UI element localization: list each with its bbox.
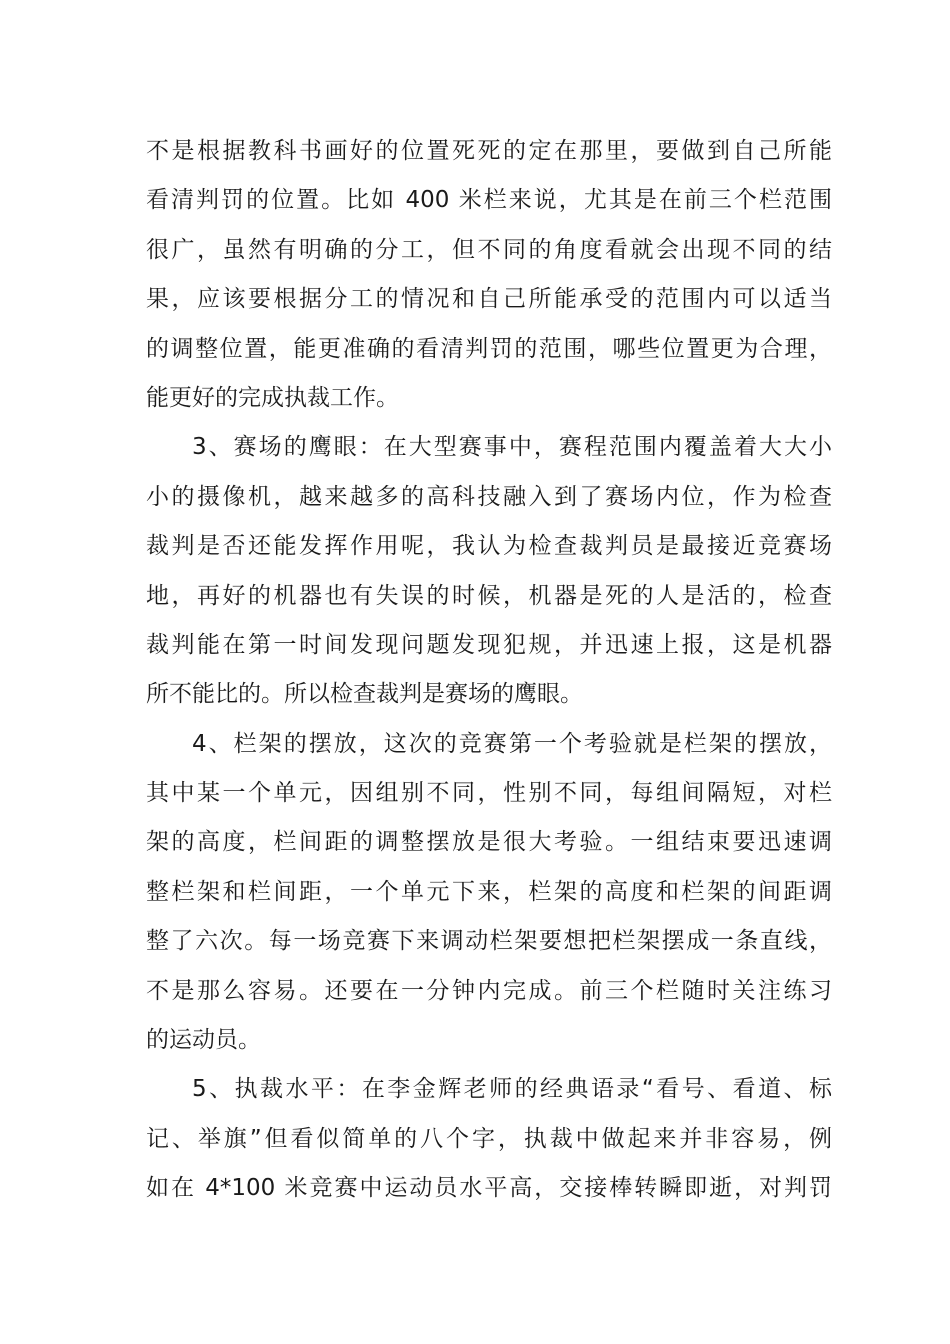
text-line: 小的摄像机，越来越多的高科技融入到了赛场内位，作为检查	[146, 483, 832, 510]
text-line: 的运动员。	[146, 1027, 261, 1054]
text-line: 整栏架和栏间距，一个单元下来，栏架的高度和栏架的间距调	[146, 878, 832, 905]
text-line: 其中某一个单元，因组别不同，性别不同，每组间隔短，对栏	[146, 780, 832, 807]
text-line: 如在 4*100 米竞赛中运动员水平高，交接棒转瞬即逝，对判罚	[146, 1175, 832, 1202]
text-line: 果，应该要根据分工的情况和自己所能承受的范围内可以适当	[146, 286, 832, 313]
text-line: 地，再好的机器也有失误的时候，机器是死的人是活的，检查	[146, 582, 832, 609]
text-line: 的调整位置，能更准确的看清判罚的范围，哪些位置更为合理，	[146, 335, 832, 362]
text-line: 所不能比的。所以检查裁判是赛场的鹰眼。	[146, 681, 583, 708]
text-line: 裁判是否还能发挥作用呢，我认为检查裁判员是最接近竞赛场	[146, 533, 832, 560]
text-line: 4、栏架的摆放，这次的竞赛第一个考验就是栏架的摆放，	[192, 730, 832, 757]
text-line: 5、执裁水平：在李金辉老师的经典语录“看号、看道、标	[192, 1076, 832, 1103]
text-line: 3、赛场的鹰眼：在大型赛事中，赛程范围内覆盖着大大小	[192, 434, 832, 461]
text-line: 整了六次。每一场竞赛下来调动栏架要想把栏架摆成一条直线，	[146, 928, 832, 955]
text-line: 不是根据教科书画好的位置死死的定在那里，要做到自己所能	[146, 138, 832, 164]
body-text	[146, 127, 832, 1214]
text-line: 裁判能在第一时间发现问题发现犯规，并迅速上报，这是机器	[146, 631, 832, 658]
text-line: 很广，虽然有明确的分工，但不同的角度看就会出现不同的结	[146, 236, 832, 263]
text-line: 架的高度，栏间距的调整摆放是很大考验。一组结束要迅速调	[146, 829, 832, 856]
text-line: 看清判罚的位置。比如 400 米栏来说，尤其是在前三个栏范围	[146, 187, 832, 214]
text-line: 不是那么容易。还要在一分钟内完成。前三个栏随时关注练习	[146, 977, 832, 1004]
text-line: 能更好的完成执裁工作。	[146, 384, 399, 411]
text-line: 记、举旗”但看似简单的八个字，执裁中做起来并非容易，例	[146, 1125, 832, 1152]
